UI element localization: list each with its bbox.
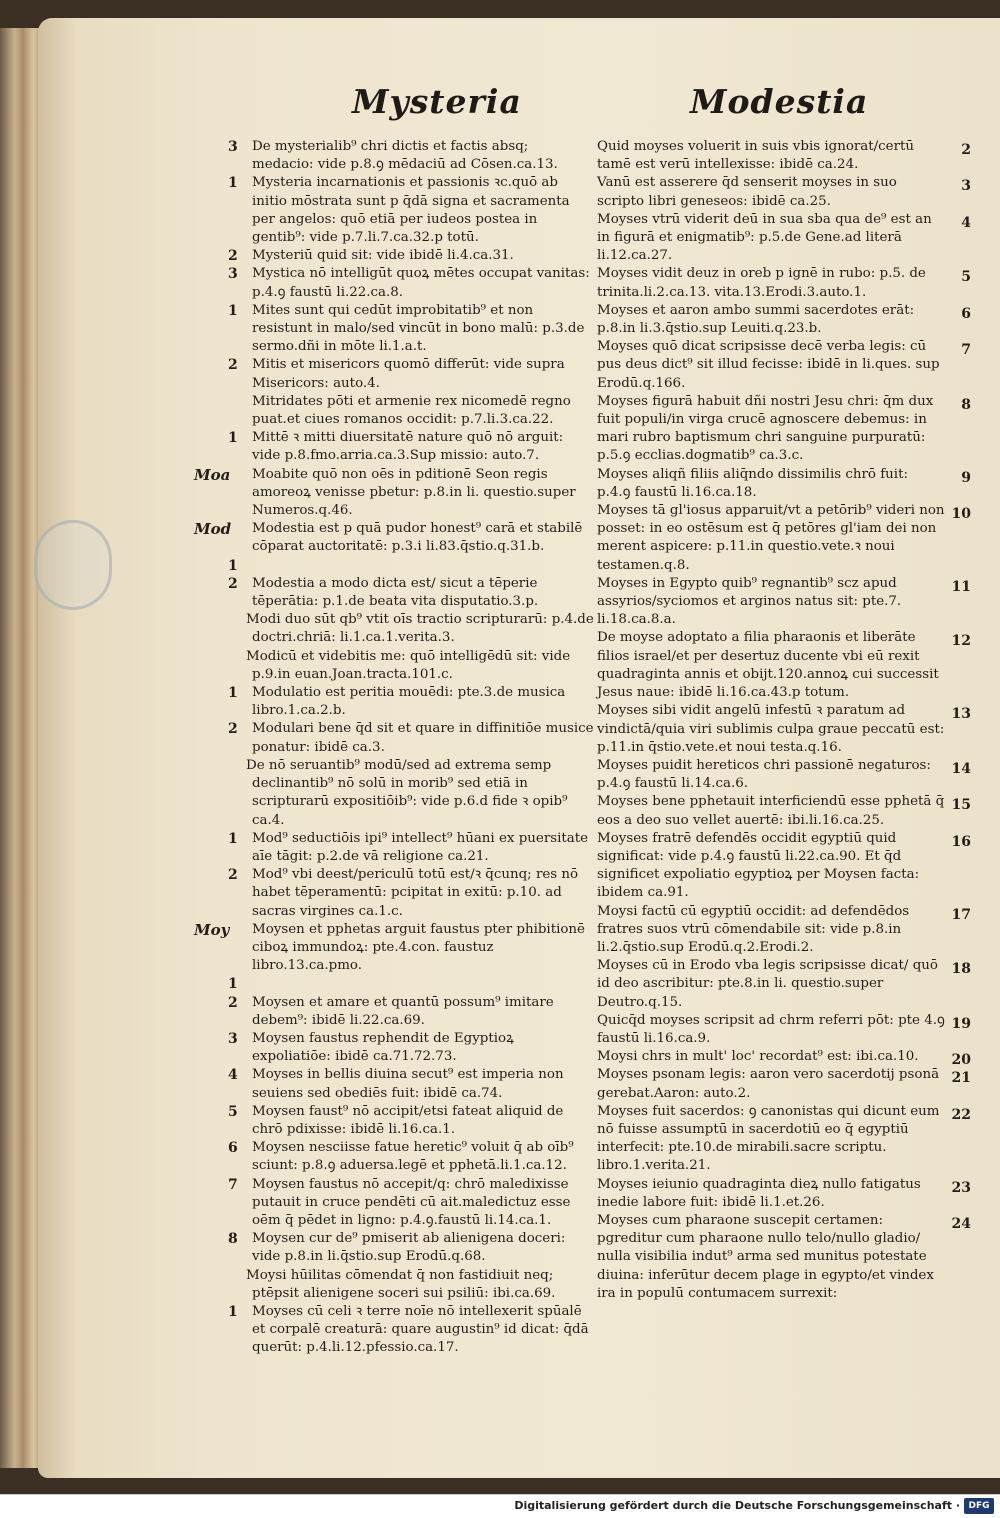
entry-text: Moysen cur de⁹ pmiserit ab alienigena doceri: vide p.8.in li.q̄stio.sup Erodū.q.68.	[252, 1231, 566, 1265]
index-entry	[597, 265, 973, 301]
index-entry	[194, 265, 594, 301]
index-entry	[194, 247, 594, 265]
entry-number: 22	[951, 1106, 971, 1123]
entry-number: 16	[951, 833, 971, 850]
entry-number: 3	[228, 266, 238, 283]
index-entry	[597, 338, 973, 393]
entry-text: Moyses fratrē defendēs occidit egyptiū quid significat: vide p.4.ꝯ faustū li.22.ca.90. Et q̄d significet expoliatio egyptioꝝ per Moysen facta: ibidem ca.91.	[597, 830, 920, 901]
entry-text: Mod⁹ seductiōis ipi⁹ intellect⁹ hūani ex puersitate aīe tāgit: p.2.de vā religione ca.21.	[252, 830, 589, 864]
index-entry	[597, 702, 973, 757]
entry-text: Moyses cum pharaone suscepit certamen: pgreditur cum pharaone nullo telo/nullo gladio/ nulla visibilia indut⁹ arma sed munitus potestate diuina: inferūtur decem plage in egypto/et vindex ira in populū contumacem surrexit:	[597, 1212, 934, 1301]
index-entry	[597, 903, 973, 958]
index-entry	[597, 302, 973, 338]
index-entry	[597, 793, 973, 829]
index-entry	[194, 466, 594, 521]
entry-text: Mites sunt qui cedūt improbitatib⁹ et non resistunt in malo/sed vincūt in bono malū: p.3.de sermo.dñi in mōte li.1.a.t.	[252, 302, 585, 355]
entry-text: Mod⁹ vbi deest/periculū totū est/ꝛ q̄cunq; res nō habet tēperamentū: pcipitat in exitū: p.10. ad sacras virgines ca.1.c.	[252, 867, 579, 919]
entry-text	[252, 557, 594, 575]
entry-text: Mittē ꝛ mitti diuersitatē nature quō nō arguit: vide p.8.fmo.arria.ca.3.Sup missio: auto.7.	[252, 430, 564, 464]
right-column	[597, 138, 973, 1303]
marginal-label: Moa	[194, 465, 231, 484]
index-entry	[194, 174, 594, 247]
index-entry	[597, 1066, 973, 1102]
entry-text: Modulatio est peritia mouēdi: pte.3.de musica libro.1.ca.2.b.	[252, 685, 566, 719]
entry-number: 3	[228, 139, 238, 155]
entry-text: Modestia a modo dicta est/ sicut a tēperie tēperātia: p.1.de beata vita disputatio.3.p.	[252, 575, 539, 610]
index-entry	[194, 684, 594, 720]
index-entry	[597, 957, 973, 1012]
marginal-label: Mod	[194, 520, 232, 539]
running-head-left: Mysteria	[352, 82, 522, 121]
entry-text: De mysterialib⁹ chri dictis et factis absq; medacio: vide p.8.ꝯ mēdaciū ad Cōsen.ca.13.	[252, 139, 558, 173]
entry-number: 17	[951, 906, 971, 923]
entry-text: De moyse adoptato a filia pharaonis et liberāte filios israel/et per desertuz ducente vbi eū rexit quadraginta annis et obijt.120.annoꝝ cui successit Jesus naue: ibidē li.16.ca.43.p totum.	[597, 630, 939, 701]
entry-text: Moyses ieiunio quadraginta dieꝝ nullo fatigatus inedie labore fuit: ibidē li.1.et.26.	[597, 1176, 921, 1210]
entry-text: Quicq̄d moyses scripsit ad chrm referri pōt: pte 4.ꝯ faustū li.16.ca.9.	[597, 1012, 945, 1046]
index-entry	[194, 1139, 594, 1175]
index-entry	[194, 429, 594, 465]
footer-bar	[0, 1494, 1000, 1518]
entry-number: 5	[961, 269, 971, 286]
entry-number: 20	[951, 1052, 971, 1069]
entry-text: Moysen et amare et quantū possum⁹ imitare debem⁹: ibidē li.22.ca.69.	[252, 994, 554, 1028]
entry-number: 12	[951, 633, 971, 650]
entry-text: Moyses cū celi ꝛ terre noīe nō intellexerit spūalē et corpalē creaturā: quare augustin⁹ id dicat: q̄dā querūt: p.4.li.12.pfessio.ca.17.	[252, 1303, 589, 1356]
index-entry	[194, 921, 594, 976]
index-entry	[597, 174, 973, 210]
entry-number: 21	[951, 1070, 971, 1087]
index-entry	[194, 1176, 594, 1231]
entry-text: Moyses cū in Erodo vba legis scripsisse dicat/ quō id deo ascribitur: pte.8.in li. questio.super Deutro.q.15.	[597, 958, 938, 1010]
entry-text: Moyses vtrū viderit deū in sua sba qua de⁹ est an in figurā et enigmatib⁹: p.5.de Gene.ad literā li.12.ca.27.	[597, 211, 932, 264]
entry-number: 3	[228, 1030, 238, 1047]
entry-number: 2	[228, 994, 238, 1011]
index-entry	[597, 830, 973, 903]
entry-number: 2	[961, 142, 971, 158]
entry-number: 1	[228, 557, 238, 574]
entry-text: Moysen faust⁹ nō accipit/etsi fateat aliquid de chrō pdixisse: ibidē li.16.ca.1.	[252, 1103, 564, 1137]
left-column	[194, 138, 594, 1358]
index-entry	[194, 975, 594, 993]
entry-number: 1	[228, 430, 238, 447]
entry-number: 5	[228, 1103, 238, 1120]
entry-text: Moysen et pphetas arguit faustus pter phibitionē ciboꝝ immundoꝝ: pte.4.con. faustuz libro.13.ca.pmo.	[252, 921, 585, 974]
entry-number: 2	[228, 357, 238, 374]
entry-text: Moyses aliqñ filiis aliq̄ndo dissimilis chrō fuit: p.4.ꝯ faustū li.16.ca.18.	[597, 466, 908, 500]
entry-text: Modulari bene q̄d sit et quare in diffinitiōe musice ponatur: ibidē ca.3.	[252, 721, 594, 755]
entry-number: 1	[228, 685, 238, 702]
entry-text: Moyses sibi vidit angelū infestū ꝛ paratum ad vindictā/quia viri sublimis culpa graue peccatū est: p.11.in q̄stio.vete.et noui testa.q.16.	[597, 703, 945, 755]
index-entry	[597, 1212, 973, 1303]
entry-number: 19	[951, 1015, 971, 1032]
index-entry	[194, 1230, 594, 1266]
entry-number: 14	[951, 760, 971, 777]
entry-number: 13	[951, 706, 971, 723]
index-entry	[194, 1267, 594, 1303]
index-entry	[194, 1303, 594, 1358]
entry-text: Moyses figurā habuit dñi nostri Jesu chri: q̄m dux fuit populi/in virga crucē agnoscere debemus: in mari rubro baptismum chri sanguine purpuratū: p.5.ꝯ ecclias.dogmatib⁹ ca.3.c.	[597, 393, 934, 464]
entry-text: Quid moyses voluerit in suis vbis ignorat/certū tamē est verū intellexisse: ibidē ca.24.	[597, 139, 915, 173]
entry-number: 6	[228, 1140, 238, 1157]
entry-number: 7	[228, 1176, 238, 1193]
entry-text: Moysi hūilitas cōmendat q̄ non fastidiuit neq; ptēpsit alienigene soceri sui psiliū: ibi.ca.69.	[246, 1267, 556, 1301]
index-entry	[597, 138, 973, 174]
dfg-logo: DFG	[964, 1498, 994, 1514]
index-entry	[194, 611, 594, 647]
entry-number: 1	[228, 830, 238, 847]
entry-number: 2	[228, 721, 238, 738]
entry-text: Moysen faustus rephendit de Egyptioꝝ expoliatiōe: ibidē ca.71.72.73.	[252, 1030, 514, 1065]
index-entry	[194, 866, 594, 921]
index-entry	[597, 629, 973, 702]
index-entry	[194, 1030, 594, 1066]
index-entry	[194, 393, 594, 429]
index-entry	[194, 557, 594, 575]
entry-number: 9	[961, 469, 971, 486]
entry-number: 6	[961, 305, 971, 322]
index-entry	[194, 1103, 594, 1139]
entry-text: Moyses tā gl'iosus apparuit/vt a petōrib⁹ videri non posset: in eo ostēsum est q̄ petōres gl'iam dei non merent aspicere: p.11.in questio.vete.ꝛ noui testamen.q.8.	[597, 503, 945, 573]
index-entry	[194, 356, 594, 392]
entry-number: 23	[951, 1179, 971, 1196]
entry-number: 1	[228, 302, 238, 319]
page-clip	[34, 520, 112, 610]
index-entry	[597, 211, 973, 266]
book-edge	[0, 28, 42, 1468]
index-entry	[597, 466, 973, 502]
entry-number: 2	[228, 248, 238, 265]
index-entry	[194, 757, 594, 830]
entry-text: Moabite quō non oēs in pditionē Seon regis amoreoꝝ venisse pbetur: p.8.in li. questio.super Numeros.q.46.	[252, 466, 576, 519]
entry-text: Moyses quō dicat scripsisse decē verba legis: cū pus deus dict⁹ sit illud fecisse: ibidē in li.ques. sup Erodū.q.166.	[597, 339, 940, 391]
entry-number: 24	[951, 1215, 971, 1232]
index-entry	[597, 502, 973, 575]
index-entry	[597, 1176, 973, 1212]
entry-text: Mysteriū quid sit: vide ibidē li.4.ca.31.	[252, 248, 514, 264]
entry-number: 8	[228, 1231, 238, 1248]
entry-text: Vanū est asserere q̄d senserit moyses in suo scripto libri geneseos: ibidē ca.25.	[597, 175, 897, 209]
index-entry	[597, 1012, 973, 1048]
entry-number: 11	[951, 578, 971, 595]
entry-text	[252, 975, 594, 993]
index-entry	[194, 575, 594, 611]
entry-text: Mitridates pōti et armenie rex nicomedē regno puat.et ciues romanos occidit: p.7.li.3.ca.22.	[252, 393, 571, 428]
entry-text: Modestia est p quā pudor honest⁹ carā et stabilē cōparat auctoritatē: p.3.i li.83.q̄stio.q.31.b.	[252, 521, 583, 555]
index-entry	[194, 1066, 594, 1102]
entry-number: 7	[961, 342, 971, 359]
index-entry	[597, 393, 973, 466]
entry-number: 4	[228, 1067, 238, 1084]
entry-text: Moyses fuit sacerdos: ꝯ canonistas qui dicunt eum nō fuisse assumptū in sacerdotiū eo q̄ egyptiū interfecit: pte.10.de mirabili.sacre scriptu. libro.1.verita.21.	[597, 1103, 940, 1174]
index-entry	[194, 648, 594, 684]
footer-credit: Digitalisierung gefördert durch die Deutsche Forschungsgemeinschaft ·	[514, 1499, 960, 1512]
entry-text: Mystica nō intelligūt quoꝝ mētes occupat vanitas: p.4.ꝯ faustū li.22.ca.8.	[252, 266, 590, 300]
entry-text: Moysi factū cū egyptiū occidit: ad defendēdos fratres suos vtrū cōmendabile sit: vide p.8.in li.2.q̄stio.sup Erodū.q.2.Erodi.2.	[597, 903, 910, 955]
entry-number: 10	[951, 506, 971, 523]
index-entry	[194, 830, 594, 866]
entry-number: 2	[228, 867, 238, 884]
entry-number: 1	[228, 175, 238, 192]
entry-text: Modicū et videbitis me: quō intelligēdū sit: vide p.9.in euan.Joan.tracta.101.c.	[246, 648, 571, 682]
entry-number: 3	[961, 178, 971, 195]
marginal-label: Moy	[194, 920, 230, 939]
entry-number: 1	[228, 1303, 238, 1320]
entry-text: Mitis et misericors quomō differūt: vide supra Misericors: auto.4.	[252, 357, 565, 391]
entry-text: De nō seruantib⁹ modū/sed ad extrema semp declinantib⁹ nō solū in morib⁹ sed etiā in scripturarū expositiōib⁹: vide p.6.d fide ꝛ opib⁹ ca.4.	[246, 757, 568, 828]
entry-text: Modi duo sūt qb⁹ vtit oīs tractio scripturarū: p.4.de doctri.chriā: li.1.ca.1.verita.3.	[246, 612, 594, 646]
entry-number: 4	[961, 214, 971, 231]
entry-text: Moyses in Egypto quib⁹ regnantib⁹ scz apud assyrios/syciomos et arginos natus sit: pte.7. li.18.ca.8.a.	[597, 575, 902, 628]
entry-number: 8	[961, 396, 971, 413]
index-entry	[194, 138, 594, 174]
entry-number: 1	[228, 976, 238, 993]
index-entry	[194, 302, 594, 357]
index-entry	[194, 720, 594, 756]
entry-number: 18	[951, 961, 971, 978]
index-entry	[597, 1048, 973, 1069]
entry-text: Moyses psonam legis: aaron vero sacerdotij psonā gerebat.Aaron: auto.2.	[597, 1067, 940, 1101]
entry-text: Moysen nesciisse fatue heretic⁹ voluit q̄ ab oīb⁹ sciunt: p.8.ꝯ aduersa.legē et pphetā.li.1.ca.12.	[252, 1140, 574, 1174]
entry-text: Moysi chrs in mult' loc' recordat⁹ est: ibi.ca.10.	[597, 1049, 919, 1065]
entry-text: Moyses vidit deuz in oreb p ignē in rubo: p.5. de trinita.li.2.ca.13. vita.13.Erodi.3.auto.1.	[597, 266, 926, 300]
entry-text: Mysteria incarnationis et passionis ꝛc.quō ab initio mōstrata sunt p q̄dā signa et sacramenta per angelos: quō etiā per iudeos postea in gentib⁹: vide p.7.li.7.ca.32.p totū.	[252, 175, 570, 246]
index-entry	[597, 575, 973, 630]
index-entry	[597, 1103, 973, 1176]
index-entry	[597, 757, 973, 793]
running-head-right: Modestia	[690, 82, 869, 121]
index-entry	[194, 994, 594, 1030]
entry-number: 15	[951, 797, 971, 814]
entry-text: Moyses bene pphetauit interficiendū esse pphetā q̄ eos a deo suo vellet auertē: ibi.li.16.ca.25.	[597, 794, 945, 828]
entry-number: 2	[228, 575, 238, 592]
entry-text: Moyses in bellis diuina secut⁹ est imperia non seuiens sed obediēs fuit: ibidē ca.74.	[252, 1067, 564, 1101]
entry-text: Moyses puidit hereticos chri passionē negaturos: p.4.ꝯ faustū li.14.ca.6.	[597, 757, 931, 792]
entry-text: Moysen faustus nō accepit/q: chrō maledixisse putauit in cruce pendēti cū ait.maledictuz esse oēm q̄ pēdet in ligno: p.4.ꝯ.faustū li.14.ca.1.	[252, 1176, 571, 1228]
index-entry	[194, 520, 594, 556]
entry-text: Moyses et aaron ambo summi sacerdotes erāt: p.8.in li.3.q̄stio.sup Leuiti.q.23.b.	[597, 302, 915, 337]
